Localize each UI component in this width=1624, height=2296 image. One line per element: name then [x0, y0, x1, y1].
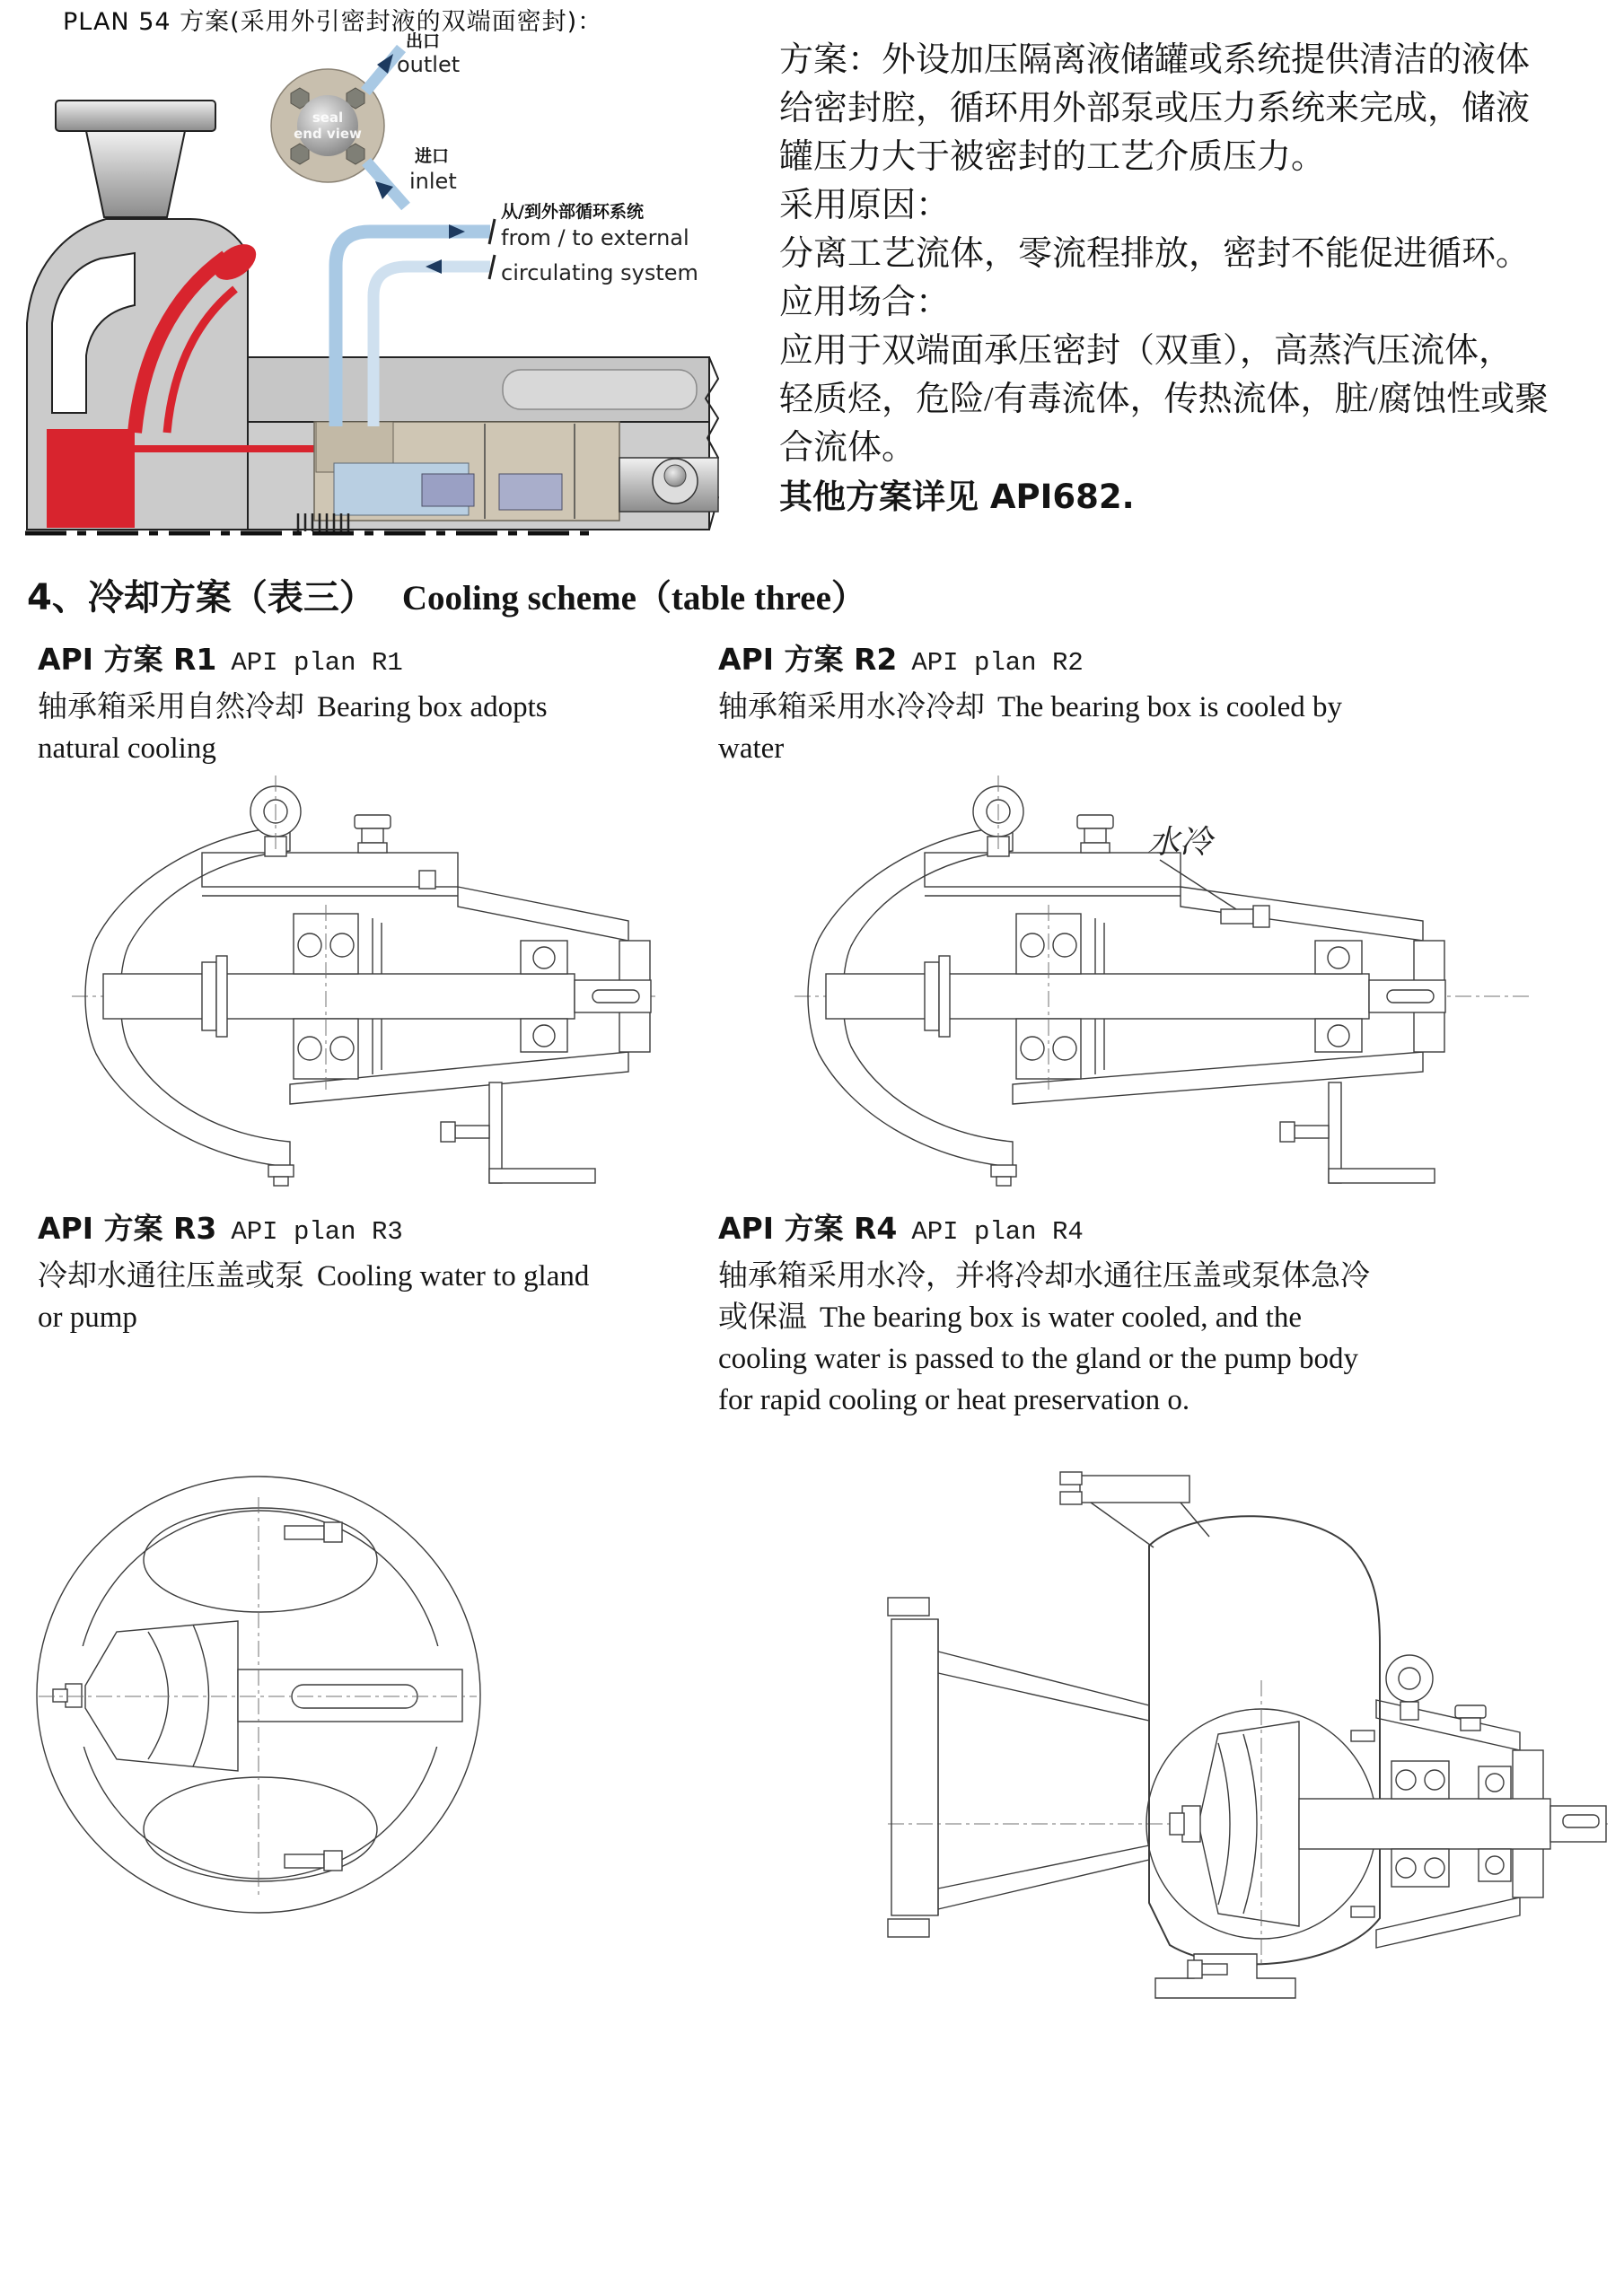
- plan-r4-name-en: API plan R4: [911, 1217, 1084, 1247]
- water-cooling-fitting: [1160, 860, 1269, 927]
- plan-r3-drawing: [31, 1470, 480, 1924]
- seal-end-view: [271, 48, 406, 206]
- breather-plug-icon: [1077, 815, 1113, 853]
- water-cooling-label: 水冷: [1147, 824, 1213, 860]
- page-title: PLAN 54 方案(采用外引密封液的双端面密封)：: [63, 8, 603, 36]
- circulation-label-cn: 从/到外部循环系统: [501, 202, 644, 222]
- plan-r2-desc-cn: 轴承箱采用水冷冷却: [718, 691, 985, 723]
- seal-cartridge: [314, 422, 619, 521]
- section4-heading-en: Cooling scheme（table three）: [401, 579, 866, 618]
- outlet-label-en: outlet: [397, 52, 461, 77]
- plan-r1-drawing: [67, 770, 660, 1210]
- shaft: [1299, 1799, 1606, 1849]
- description-line: 给密封腔，循环用外部泵或压力系统来完成，储液: [779, 90, 1531, 127]
- plan-r3-text: [38, 1208, 621, 1338]
- seal-view-label-2: end view: [294, 126, 362, 142]
- plan-r4-name-cn: API 方案 R4: [718, 1211, 898, 1246]
- shaft: [826, 974, 1445, 1019]
- plan-r1-desc-cn: 轴承箱采用自然冷却: [38, 691, 304, 723]
- plan-r3-desc-cn: 冷却水通往压盖或泵: [38, 1260, 304, 1293]
- plan-r4-desc-cn: 轴承箱采用水冷，并将冷却水通往压盖或泵体急冷或保温: [718, 1260, 1370, 1334]
- seal-view-label-1: seal: [312, 110, 344, 126]
- description-line: 应用于双端面承压密封（双重），高蒸汽压流体，: [779, 332, 1514, 370]
- description-line: 合流体。: [779, 429, 917, 467]
- breather-plug-icon: [355, 815, 391, 853]
- plan-r2-name-cn: API 方案 R2: [718, 642, 898, 677]
- eyebolt-icon: [250, 776, 301, 856]
- plan-r1-name-cn: API 方案 R1: [38, 642, 217, 677]
- plan-r3-name-cn: API 方案 R3: [38, 1211, 217, 1246]
- eyebolt-icon: [973, 776, 1023, 856]
- outlet-label-cn: 出口: [406, 31, 441, 51]
- plan-r1-text: [38, 639, 621, 769]
- suction-flange: [888, 1598, 1149, 1937]
- plan-r4-drawing: [884, 1465, 1611, 2003]
- plan-r4-text: [718, 1208, 1387, 1421]
- shaft: [103, 974, 651, 1019]
- inlet-label-en: inlet: [409, 169, 457, 194]
- plan-r1-name-en: API plan R1: [231, 648, 403, 678]
- impeller: [1170, 1722, 1299, 1926]
- circulation-label-en2: circulating system: [501, 260, 698, 285]
- plan54-description-lines: [779, 36, 1623, 472]
- plan-r2-desc-en: The bearing box is cooled by water: [718, 691, 1342, 765]
- plan54-description: [779, 36, 1623, 522]
- plan-r2-text: [718, 639, 1387, 769]
- plan54-pump-diagram: [0, 27, 781, 565]
- plan-r3-desc-en: Cooling water to gland or pump: [38, 1260, 590, 1334]
- support-bracket: [441, 1082, 595, 1183]
- plan-r1-desc-en: Bearing box adopts natural cooling: [38, 691, 548, 765]
- circulation-label-en1: from / to external: [501, 225, 689, 250]
- plan-r2-drawing: [790, 770, 1535, 1210]
- plan-r2-name-en: API plan R2: [911, 648, 1084, 678]
- description-line: 采用原因：: [779, 187, 951, 224]
- description-line: 应用场合：: [779, 284, 951, 321]
- section4-heading-cn: 4、冷却方案（表三）: [27, 577, 375, 618]
- description-line: 罐压力大于被密封的工艺介质压力。: [779, 138, 1326, 176]
- pump-foot: [1155, 1954, 1295, 1998]
- description-line: 分离工艺流体，零流程排放，密封不能促进循环。: [779, 235, 1531, 273]
- inlet-label-cn: 进口: [415, 146, 450, 166]
- plan-r4-desc-en: The bearing box is water cooled, and the cooling water is passed to the gland or the pump body for rapid cooling or heat preservation o.: [718, 1301, 1359, 1416]
- description-line: 方案：外设加压隔离液储罐或系统提供清洁的液体: [779, 41, 1531, 79]
- section4-heading: [27, 569, 866, 620]
- description-line: 轻质烃，危险/有毒流体，传热流体，脏/腐蚀性或聚: [779, 381, 1549, 418]
- plan-r3-name-en: API plan R3: [231, 1217, 403, 1247]
- support-bracket: [1280, 1082, 1435, 1183]
- plan54-note: 其他方案详见 API682.: [779, 478, 1135, 516]
